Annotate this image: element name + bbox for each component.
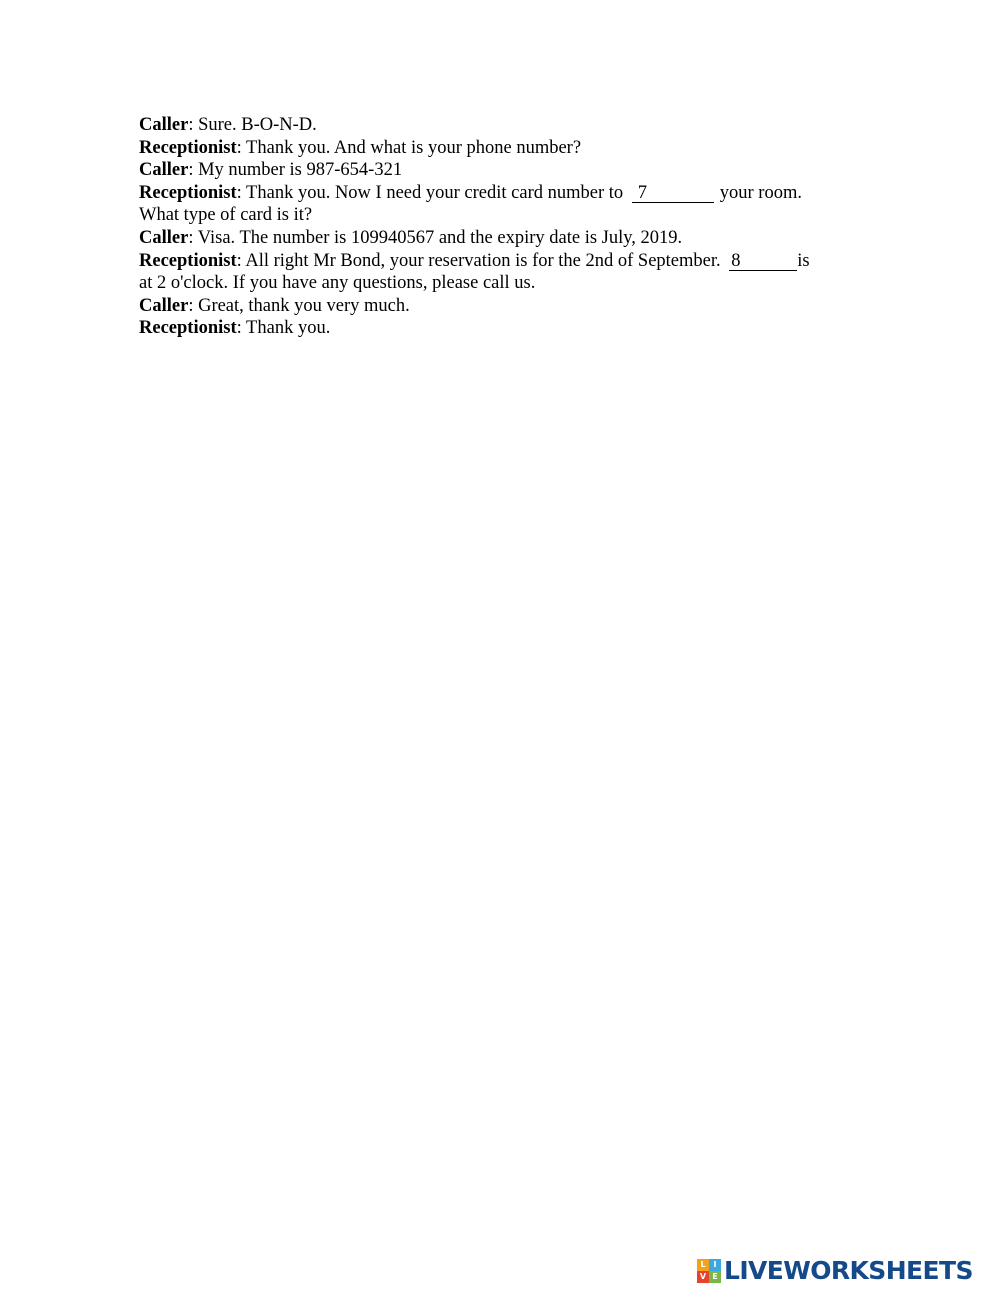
dialogue-line [139,114,859,137]
logo-wordmark: LIVEWORKSHEETS [724,1256,973,1285]
dialogue-line [139,317,859,340]
speaker-label: Caller [139,295,189,316]
dialogue-line [139,182,859,205]
logo-block-i: I [709,1259,721,1271]
speaker-label: Receptionist [139,182,237,203]
logo-block-l: L [697,1259,709,1271]
line-text: : Great, thank you very much. [188,295,410,316]
line-text: : My number is 987-654-321 [188,160,403,181]
line-text: : All right Mr Bond, your reservation is for the 2nd of September. [236,250,726,271]
speaker-label: Receptionist [139,250,237,271]
line-text: your room. [719,182,802,203]
dialogue-line [139,272,859,295]
dialogue-line [139,159,859,182]
speaker-label: Receptionist [139,137,237,158]
dialogue-line [139,137,859,160]
dialogue-line [139,295,859,318]
dialogue-line [139,250,859,273]
logo-block-v: V [697,1271,709,1283]
logo-blocks-icon [697,1259,721,1283]
line-text: : Sure. B-O-N-D. [188,115,317,135]
answer-blank-8[interactable]: 8 [729,252,797,271]
dialogue-line [139,227,859,250]
answer-blank-7[interactable]: 7 [632,184,714,203]
line-text: : Thank you. [236,318,331,339]
dialogue-transcript [139,114,859,340]
liveworksheets-logo[interactable] [697,1256,973,1286]
speaker-label: Receptionist [139,318,237,339]
logo-block-e: E [709,1271,721,1283]
line-text: is [797,250,810,271]
line-text: What type of card is it? [139,205,313,226]
line-text: : Thank you. And what is your phone number? [236,137,582,158]
line-text: at 2 o'clock. If you have any questions, please call us. [139,273,536,294]
speaker-label: Caller [139,115,189,135]
dialogue-line [139,204,859,227]
speaker-label: Caller [139,160,189,181]
line-text: : Visa. The number is 109940567 and the expiry date is July, 2019. [188,227,683,248]
line-text: : Thank you. Now I need your credit card number to [236,182,628,203]
speaker-label: Caller [139,227,189,248]
